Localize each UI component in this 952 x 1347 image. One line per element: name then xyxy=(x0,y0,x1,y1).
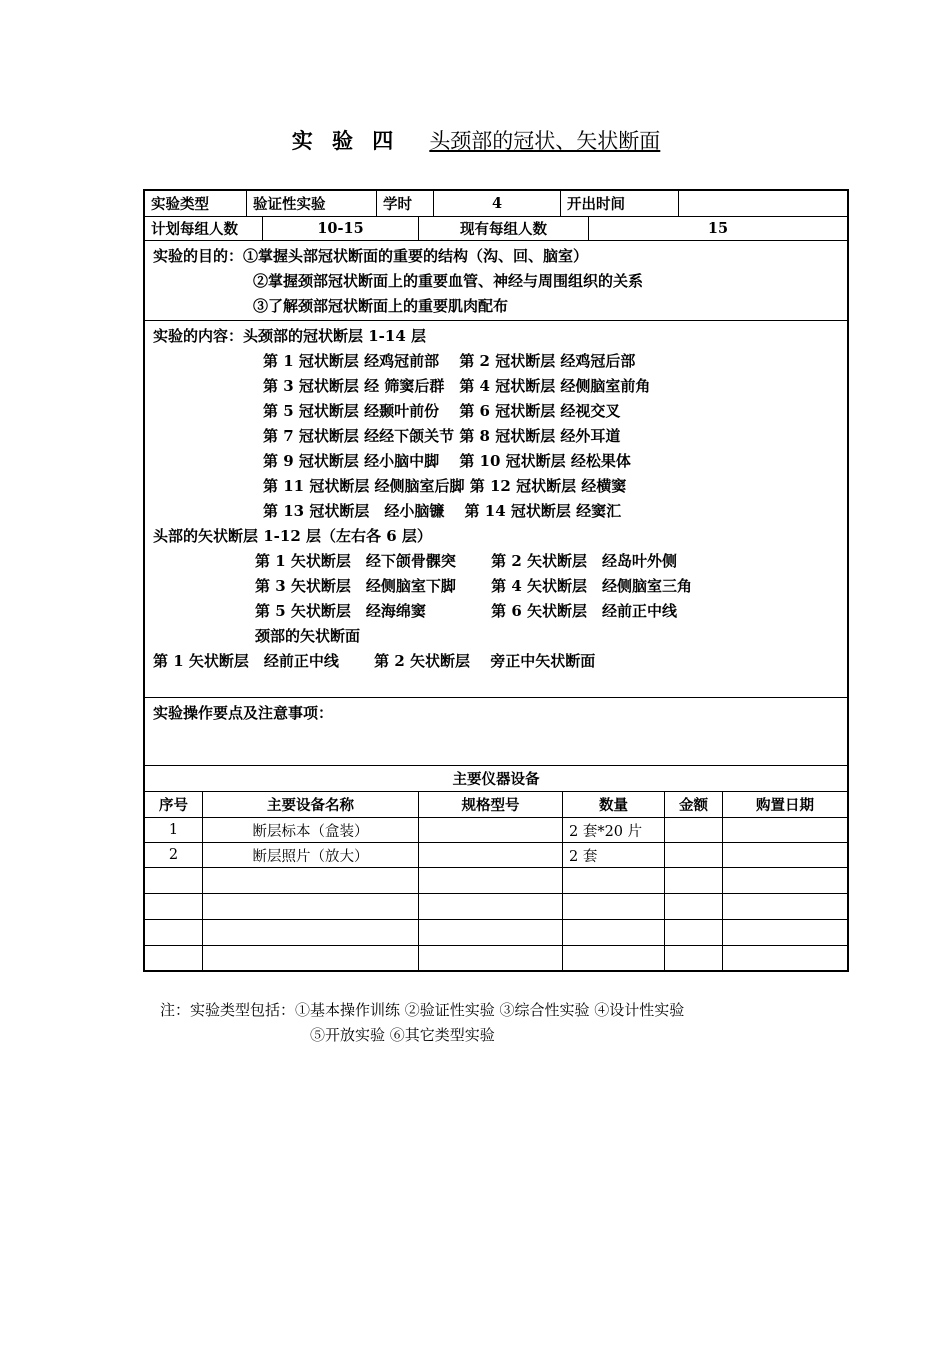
hours-label: 学时 xyxy=(377,191,434,216)
footer-note-line-2: ⑤开放实验 ⑥其它类型实验 xyxy=(310,1026,495,1044)
row-purchase-date xyxy=(723,946,847,970)
row-spec xyxy=(419,843,563,867)
row-amount xyxy=(665,818,723,842)
current-group-value: 15 xyxy=(707,220,729,237)
row-quantity xyxy=(563,894,665,919)
title-topic: 头颈部的冠状、矢状断面 xyxy=(429,129,661,153)
sagittal-line-3: 第 5 矢状断层 经海绵窦 第 6 矢状断层 经前正中线 xyxy=(255,602,677,620)
row-quantity xyxy=(563,946,665,970)
row-equipment-name: 断层照片（放大） xyxy=(203,843,419,867)
coronal-line-3: 第 5 冠状断层 经颞叶前份 第 6 冠状断层 经视交叉 xyxy=(263,402,621,420)
purpose-section xyxy=(145,241,847,321)
page-title xyxy=(0,126,952,156)
footer-note-line-1: 注：实验类型包括：①基本操作训练 ②验证性实验 ③综合性实验 ④设计性实验 xyxy=(160,1001,685,1019)
row-index xyxy=(145,946,203,970)
table-row xyxy=(145,818,847,843)
coronal-line-1: 第 1 冠状断层 经鸡冠前部 第 2 冠状断层 经鸡冠后部 xyxy=(263,352,636,370)
coronal-line-7: 第 13 冠状断层 经小脑镰 第 14 冠状断层 经窦汇 xyxy=(263,502,622,520)
purpose-line-3: ③了解颈部冠状断面上的重要肌肉配布 xyxy=(253,297,509,315)
purpose-line-1: 实验的目的：①掌握头部冠状断面的重要的结构（沟、回、脑室） xyxy=(153,247,589,265)
table-row xyxy=(145,894,847,920)
row-quantity xyxy=(563,920,665,945)
row-spec xyxy=(419,868,563,893)
equipment-heading-row xyxy=(145,766,847,792)
content-heading: 实验的内容：头颈部的冠状断层 1-14 层 xyxy=(153,327,426,345)
type-label: 实验类型 xyxy=(145,191,247,216)
col-header-spec: 规格型号 xyxy=(419,792,563,817)
row-quantity xyxy=(563,868,665,893)
row-quantity: 2 套 xyxy=(563,843,665,867)
content-section xyxy=(145,321,847,698)
coronal-line-4: 第 7 冠状断层 经经下颌关节 第 8 冠状断层 经外耳道 xyxy=(263,427,621,445)
row-equipment-name xyxy=(203,946,419,970)
row-index xyxy=(145,894,203,919)
title-experiment-number: 实 验 四 xyxy=(291,128,400,153)
row-purchase-date xyxy=(723,920,847,945)
current-group-label: 现有每组人数 xyxy=(419,217,589,240)
row-amount xyxy=(665,946,723,970)
type-value: 验证性实验 xyxy=(247,191,377,216)
row-equipment-name xyxy=(203,894,419,919)
row-equipment-name xyxy=(203,920,419,945)
plan-group-label: 计划每组人数 xyxy=(145,217,263,240)
equipment-heading: 主要仪器设备 xyxy=(452,771,540,788)
table-row xyxy=(145,946,847,970)
notes-label: 实验操作要点及注意事项： xyxy=(153,704,334,722)
neck-sagittal-line: 第 1 矢状断层 经前正中线 第 2 矢状断层 旁正中矢状断面 xyxy=(153,652,596,670)
coronal-line-2: 第 3 冠状断层 经 筛窦后群 第 4 冠状断层 经侧脑室前角 xyxy=(263,377,651,395)
hours-value: 4 xyxy=(434,191,561,216)
sagittal-line-2: 第 3 矢状断层 经侧脑室下脚 第 4 矢状断层 经侧脑室三角 xyxy=(255,577,692,595)
row-index: 1 xyxy=(145,818,203,842)
row-spec xyxy=(419,946,563,970)
row-quantity: 2 套*20 片 xyxy=(563,818,665,842)
row-amount xyxy=(665,894,723,919)
col-header-purchase-date: 购置日期 xyxy=(756,797,814,814)
table-row xyxy=(145,843,847,868)
row-purchase-date xyxy=(723,894,847,919)
row-equipment-name xyxy=(203,868,419,893)
open-time-value xyxy=(679,191,847,216)
row-index xyxy=(145,868,203,893)
row-purchase-date xyxy=(723,818,847,842)
experiment-form xyxy=(143,189,849,972)
row-spec xyxy=(419,920,563,945)
sagittal-heading: 头部的矢状断层 1-12 层（左右各 6 层） xyxy=(153,527,432,545)
info-row-2 xyxy=(145,217,847,241)
coronal-line-6: 第 11 冠状断层 经侧脑室后脚 第 12 冠状断层 经横窦 xyxy=(263,477,627,495)
row-equipment-name: 断层标本（盒装） xyxy=(203,818,419,842)
row-spec xyxy=(419,818,563,842)
plan-group-value: 10-15 xyxy=(263,217,419,240)
neck-sagittal-heading: 颈部的矢状断面 xyxy=(255,627,361,645)
col-header-name: 主要设备名称 xyxy=(203,792,419,817)
row-amount xyxy=(665,843,723,867)
open-time-label: 开出时间 xyxy=(561,191,679,216)
sagittal-line-1: 第 1 矢状断层 经下颌骨髁突 第 2 矢状断层 经岛叶外侧 xyxy=(255,552,677,570)
info-row-1 xyxy=(145,191,847,217)
row-index: 2 xyxy=(145,843,203,867)
col-header-quantity: 数量 xyxy=(563,792,665,817)
row-amount xyxy=(665,920,723,945)
row-purchase-date xyxy=(723,843,847,867)
row-spec xyxy=(419,894,563,919)
notes-section xyxy=(145,698,847,766)
row-amount xyxy=(665,868,723,893)
purpose-line-2: ②掌握颈部冠状断面上的重要血管、神经与周围组织的关系 xyxy=(253,272,644,290)
row-index xyxy=(145,920,203,945)
equipment-header-row xyxy=(145,792,847,818)
coronal-line-5: 第 9 冠状断层 经小脑中脚 第 10 冠状断层 经松果体 xyxy=(263,452,631,470)
col-header-index: 序号 xyxy=(145,792,203,817)
table-row xyxy=(145,868,847,894)
table-row xyxy=(145,920,847,946)
col-header-amount: 金额 xyxy=(665,792,723,817)
row-purchase-date xyxy=(723,868,847,893)
